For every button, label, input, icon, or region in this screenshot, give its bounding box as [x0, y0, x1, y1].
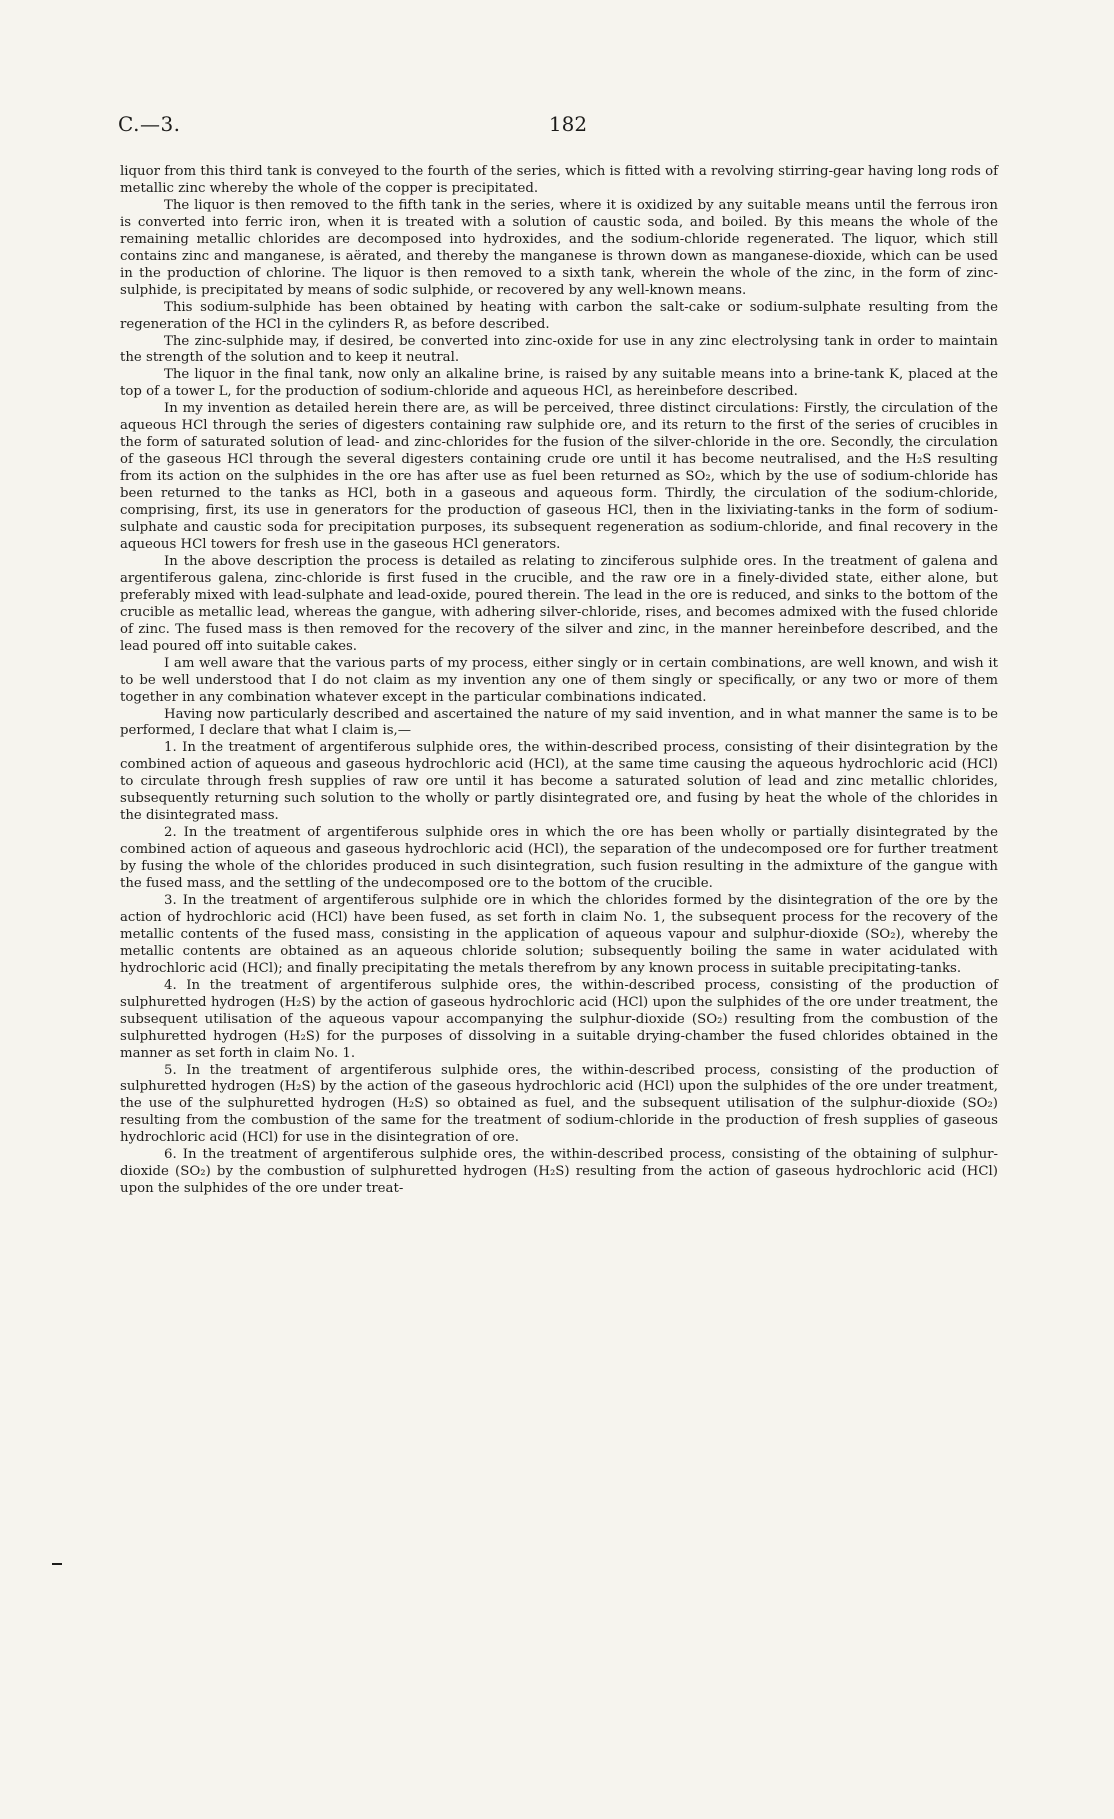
claim-6: 6. In the treatment of argentiferous sulphide ores, the within-described process, consisting of the obtaining of sulphur-dioxide (SO₂) by the combustion of sulphuretted hydrogen (H₂S) resulting from the action of gaseous hydrochloric acid (HCl) upon the sulphides of the ore under treat-: [120, 1147, 998, 1197]
claim-2: 2. In the treatment of argentiferous sulphide ores in which the ore has been wholly or partially disintegrated by the combined action of aqueous and gaseous hydrochloric acid (HCl), the separation of the undecomposed ore for further treatment by fusing the whole of the chlorides produced in such disintegration, such fusion resulting in the admixture of the gangue with the fused mass, and the settling of the undecomposed ore to the bottom of the crucible.: [120, 825, 998, 892]
page-number: 182: [548, 112, 588, 136]
paragraph: In the above description the process is detailed as relating to zinciferous sulphide ores. In the treatment of galena and argentiferous galena, zinc-chloride is first fused in the crucible, and the raw ore in a finely-divided state, either alone, but preferably mixed with lead-sulphate and lead-oxide, poured therein. The lead in the ore is reduced, and sinks to the bottom of the crucible as metallic lead, whereas the gangue, with adhering silver-chloride, rises, and becomes admixed with the fused chloride of zinc. The fused mass is then removed for the recovery of the silver and zinc, in the manner hereinbefore described, and the lead poured off into suitable cakes.: [120, 553, 998, 654]
paragraph: liquor from this third tank is conveyed to the fourth of the series, which is fitted with a revolving stirring-gear having long rods of metallic zinc whereby the whole of the copper is precipitated.: [120, 164, 998, 196]
paragraph: The liquor in the final tank, now only an alkaline brine, is raised by any suitable means into a brine-tank K, placed at the top of a tower L, for the production of sodium-chloride and aqueous HCl, as hereinbefore described.: [120, 367, 998, 400]
paragraph: In my invention as detailed herein there are, as will be perceived, three distinct circulations: Firstly, the circulation of the aqueous HCl through the series of digesters containing raw sulphide ore, and its return to the first of the series of crucibles in the form of saturated solution of lead- and zinc-chlorides for the fusion of the silver-chloride in the ore. Secondly, the circulation of the gaseous HCl through the several digesters containing crude ore until it has become neutralised, and the H₂S resulting from its action on the sulphides in the ore has after use as fuel been returned as SO₂, which by the use of sodium-chloride has been returned to the tanks as HCl, both in a gaseous and aqueous form. Thirdly, the circulation of the sodium-chloride, comprising, first, its use in generators for the production of gaseous HCl, then in the lixiviating-tanks in the form of sodium-sulphate and caustic soda for precipitation purposes, its subsequent regeneration as sodium-chloride, and final recovery in the aqueous HCl towers for fresh use in the gaseous HCl generators.: [120, 401, 998, 552]
paragraph: The zinc-sulphide may, if desired, be converted into zinc-oxide for use in any zinc electrolysing tank in order to maintain the strength of the solution and to keep it neutral.: [120, 333, 998, 366]
paragraph: The liquor is then removed to the fifth tank in the series, where it is oxidized by any suitable means until the ferrous iron is converted into ferric iron, when it is treated with a solution of caustic soda, and boiled. By this means the whole of the remaining metallic chlorides are decomposed into hydroxides, and the sodium-chloride regenerated. The liquor, which still contains zinc and manganese, is aërated, and thereby the manganese is thrown down as manganese-dioxide, which can be used in the production of chlorine. The liquor is then removed to a sixth tank, wherein the whole of the zinc, in the form of zinc-sulphide, is precipitated by means of sodic sulphide, or recovered by any well-known means.: [120, 197, 998, 298]
document-reference: C.—3.: [118, 112, 181, 136]
claim-1: 1. In the treatment of argentiferous sulphide ores, the within-described process, consisting of their disintegration by the combined action of aqueous and gaseous hydrochloric acid (HCl), at the same time causing the aqueous hydrochloric acid (HCl) to circulate through fresh supplies of raw ore until it has become a saturated solution of lead and zinc metallic chlorides, subsequently returning such solution to the wholly or partly disintegrated ore, and fusing by heat the whole of the chlorides in the disintegrated mass.: [120, 740, 998, 824]
claim-4: 4. In the treatment of argentiferous sulphide ores, the within-described process, consisting of the production of sulphuretted hydrogen (H₂S) by the action of gaseous hydrochloric acid (HCl) upon the sulphides of the ore under treatment, the subsequent utilisation of the aqueous vapour accompanying the sulphur-dioxide (SO₂) resulting from the combustion of the sulphuretted hydrogen (H₂S) for the purposes of dissolving in a suitable drying-chamber the fused chlorides obtained in the manner as set forth in claim No. 1.: [120, 977, 998, 1061]
paragraph: This sodium-sulphide has been obtained by heating with carbon the salt-cake or sodium-sulphate resulting from the regeneration of the HCl in the cylinders R, as before described.: [120, 299, 998, 332]
page-header: [118, 112, 998, 142]
claim-3: 3. In the treatment of argentiferous sulphide ore in which the chlorides formed by the disintegration of the ore by the action of hydrochloric acid (HCl) have been fused, as set forth in claim No. 1, the subsequent process for the recovery of the metallic contents of the fused mass, consisting in the application of aqueous vapour and sulphur-dioxide (SO₂), whereby the metallic contents are obtained as an aqueous chloride solution; subsequently boiling the same in water acidulated with hydrochloric acid (HCl); and finally precipitating the metals therefrom by any known process in suitable precipitating-tanks.: [120, 892, 998, 976]
claim-5: 5. In the treatment of argentiferous sulphide ores, the within-described process, consisting of the production of sulphuretted hydrogen (H₂S) by the action of the gaseous hydrochloric acid (HCl) upon the sulphides of the ore under treatment, the use of the sulphuretted hydrogen (H₂S) so obtained as fuel, and the subsequent utilisation of the sulphur-dioxide (SO₂) resulting from the combustion of the same for the treatment of sodium-chloride in the production of fresh supplies of gaseous hydrochloric acid (HCl) for use in the disintegration of ore.: [120, 1062, 998, 1146]
paragraph: I am well aware that the various parts of my process, either singly or in certain combinations, are well known, and wish it to be well understood that I do not claim as my invention any one of them singly or specifically, or any two or more of them together in any combination whatever except in the particular combinations indicated.: [120, 655, 998, 705]
paragraph: Having now particularly described and ascertained the nature of my said invention, and in what manner the same is to be performed, I declare that what I claim is,—: [120, 706, 998, 739]
document-body: [120, 164, 998, 1198]
margin-mark: [52, 1563, 62, 1565]
